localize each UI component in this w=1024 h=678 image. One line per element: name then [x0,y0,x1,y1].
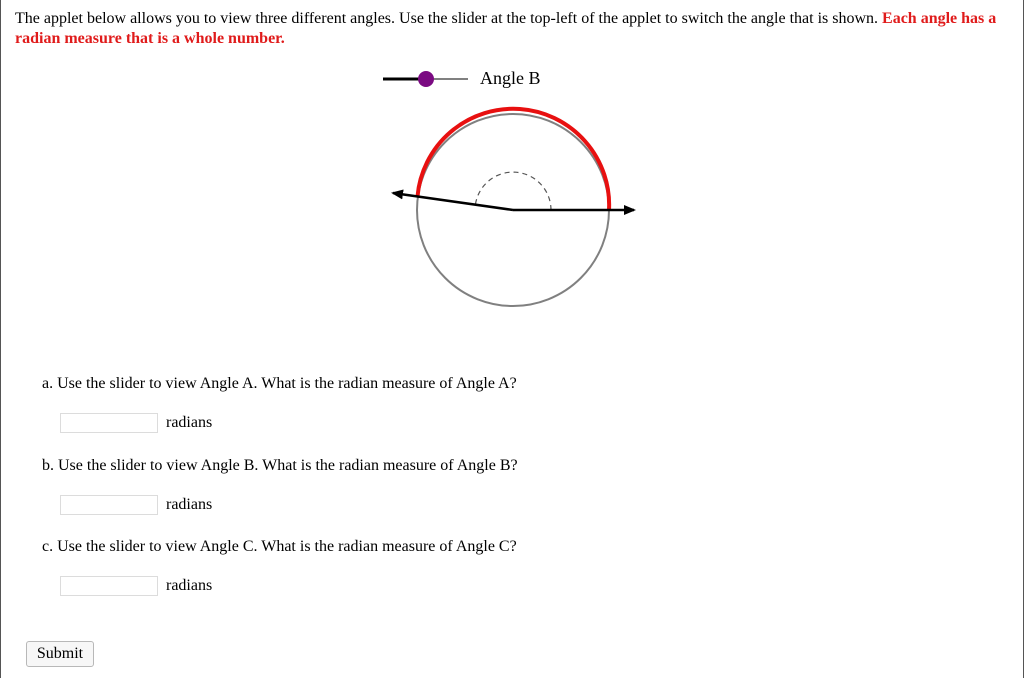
answer-b-input[interactable] [60,495,158,515]
question-a: a. Use the slider to view Angle A. What is the radian measure of Angle A? [42,375,517,392]
question-b: b. Use the slider to view Angle B. What is the radian measure of Angle B? [42,457,518,474]
slider-knob[interactable] [418,71,434,87]
angle-marker-arc [475,172,551,210]
answer-a-input[interactable] [60,413,158,433]
instructions-emphasis: Each angle has a radian measure that is a whole number. [15,10,997,47]
answer-c-unit: radians [166,577,213,594]
angle-arc [418,109,610,210]
slider-angle-label: Angle B [480,68,541,88]
terminal-ray [393,193,513,210]
answer-a-unit: radians [166,414,213,431]
answer-b-unit: radians [166,496,213,513]
answer-c-input[interactable] [60,576,158,596]
submit-button[interactable]: Submit [26,641,94,667]
instructions-text: The applet below allows you to view three different angles. Use the slider at the top-left of the applet to switch the angle that is shown. [15,10,879,27]
question-c: c. Use the slider to view Angle C. What is the radian measure of Angle C? [42,538,517,555]
